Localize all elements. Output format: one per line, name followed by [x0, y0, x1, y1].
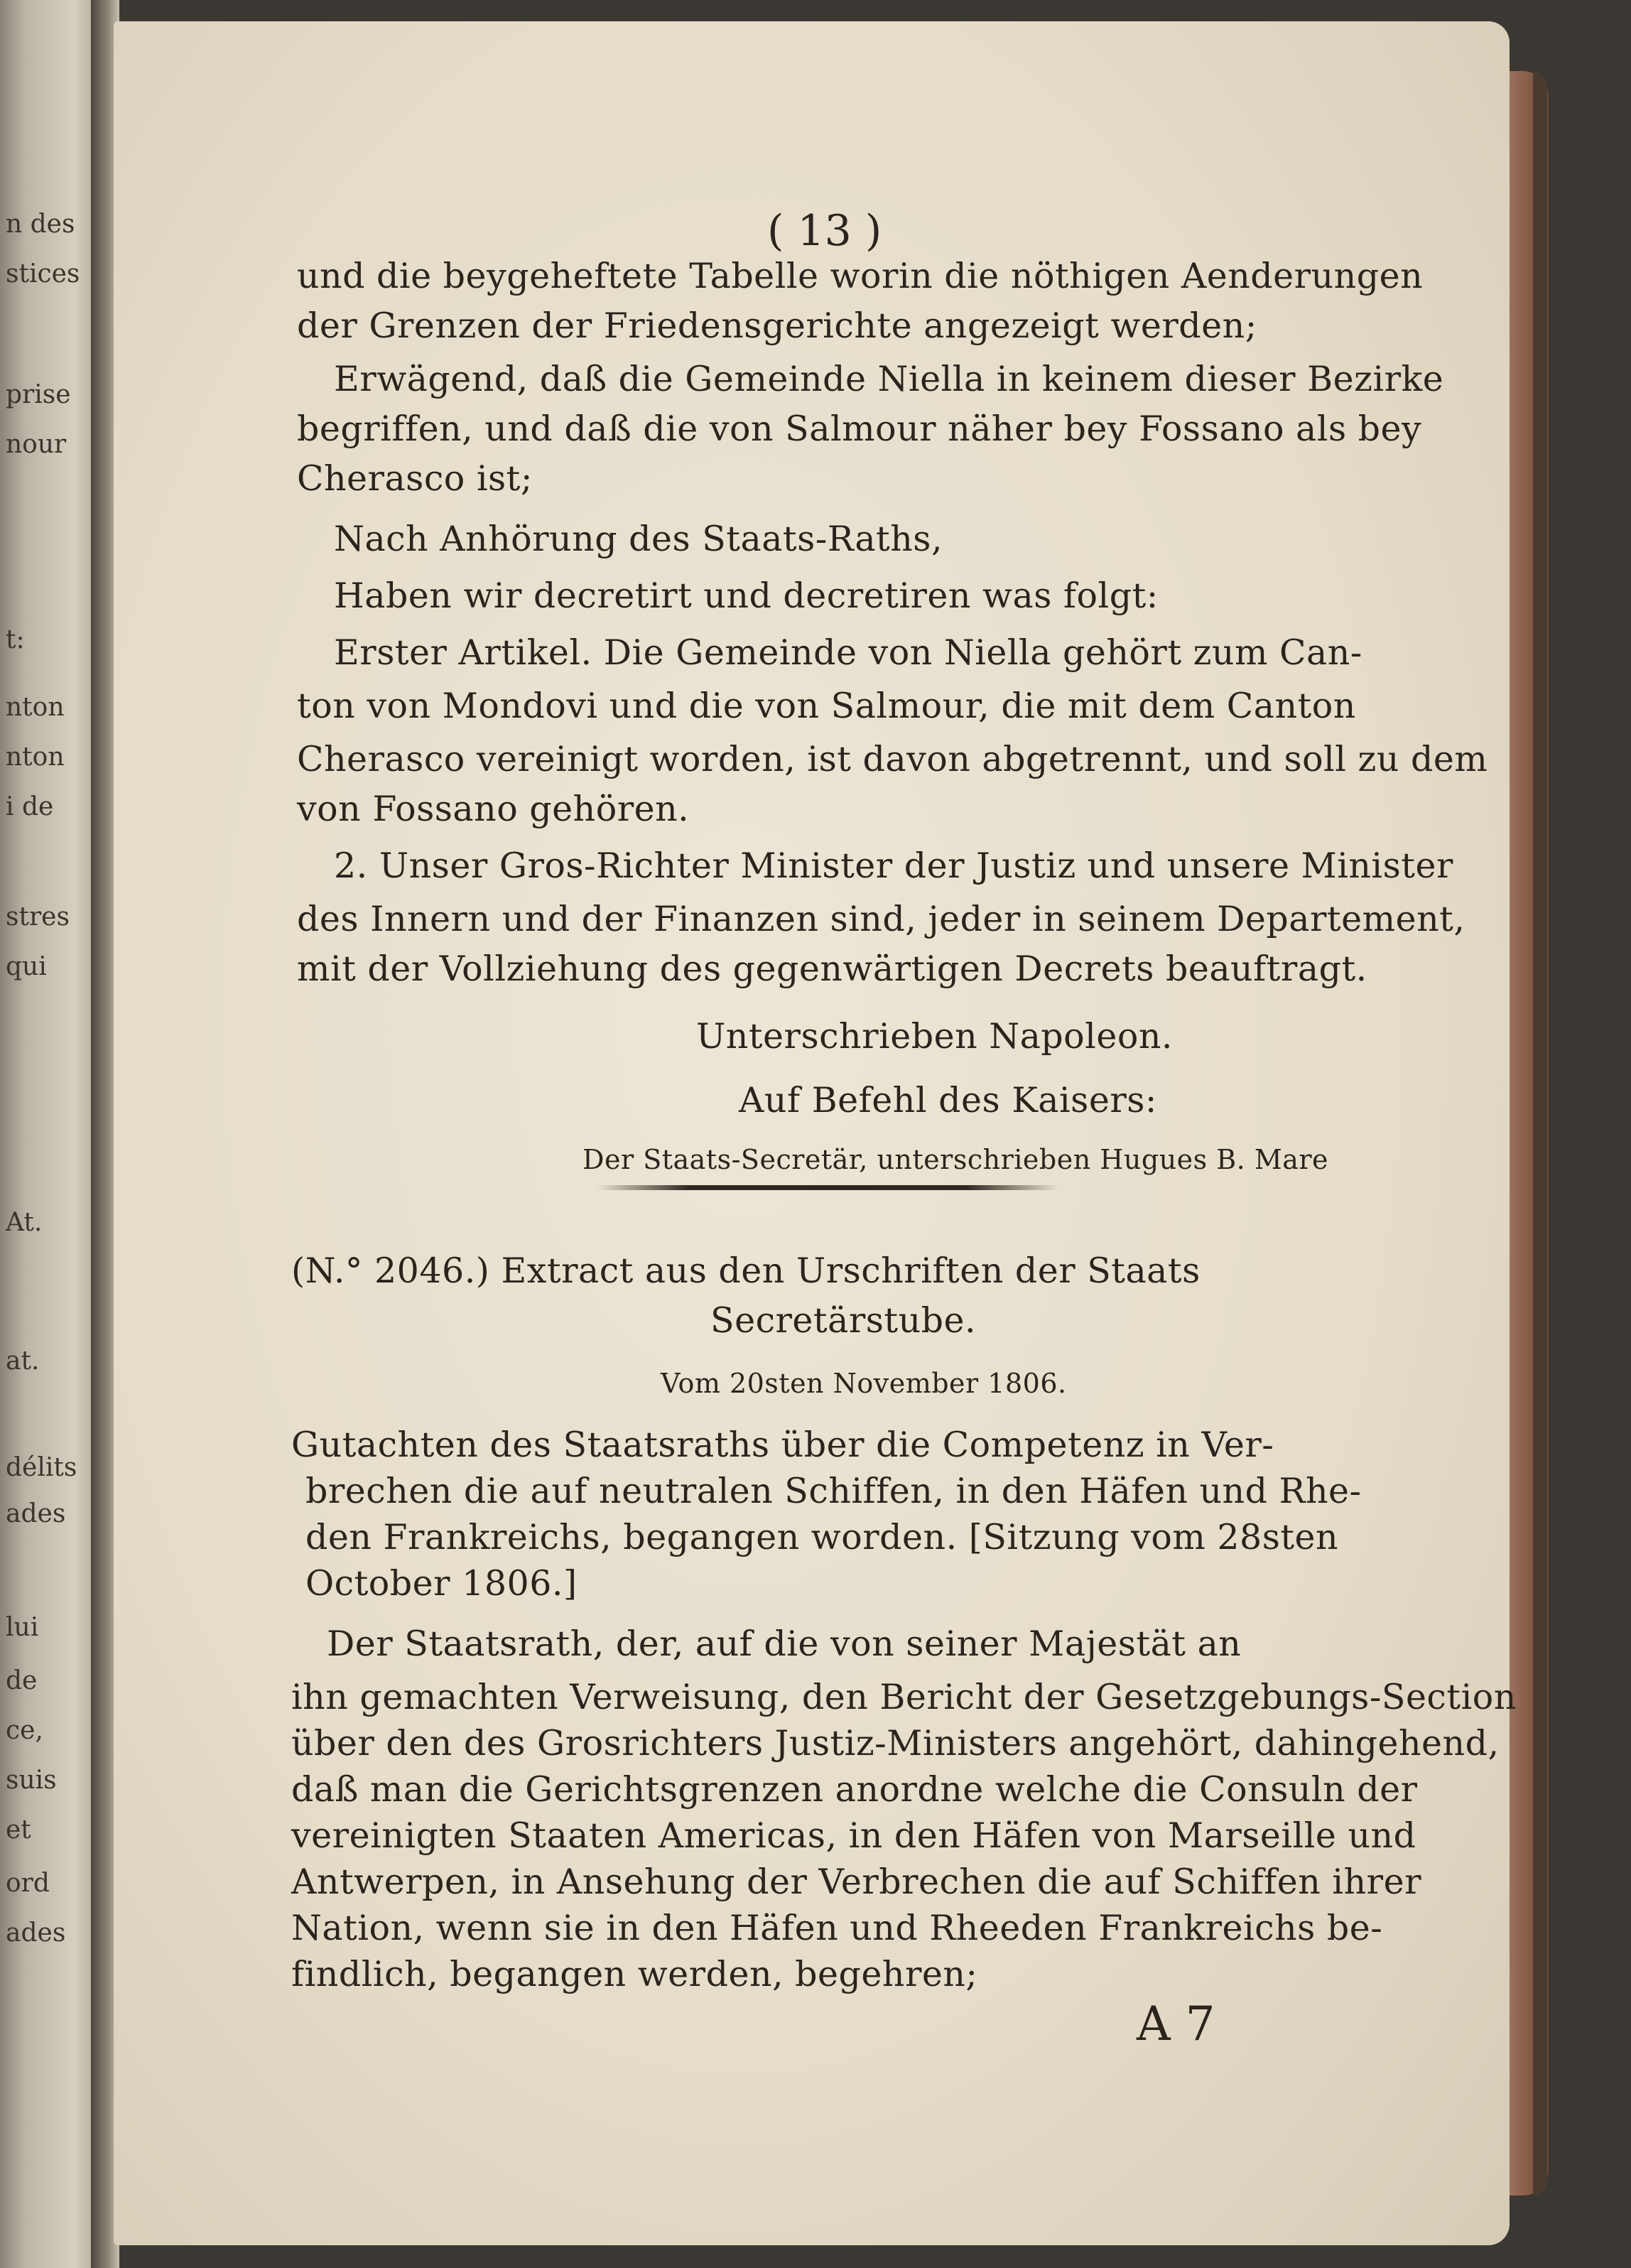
text-line: brechen die auf neutralen Schiffen, in den Häfen und Rhe-	[305, 1471, 1362, 1511]
facing-text: stices	[6, 259, 80, 288]
facing-text: at.	[6, 1346, 40, 1376]
text-line: des Innern und der Finanzen sind, jeder in seinem Departement,	[297, 899, 1465, 939]
text-line: Gutachten des Staatsraths über die Competenz in Ver-	[291, 1425, 1274, 1465]
section-heading: (N.° 2046.) Extract aus den Urschriften der Staats	[291, 1251, 1201, 1291]
text-line: Haben wir decretirt und decretiren was folgt:	[334, 576, 1159, 616]
secretary-line: Der Staats-Secretär, unterschrieben Hugues B. Mare	[582, 1144, 1329, 1175]
text-line: der Grenzen der Friedensgerichte angezeigt werden;	[297, 306, 1257, 346]
text-line: Cherasco ist;	[297, 458, 533, 499]
facing-text: délits	[6, 1453, 77, 1482]
text-line: findlich, begangen werden, begehren;	[291, 1954, 978, 1994]
text-line: Antwerpen, in Ansehung der Verbrechen die auf Schiffen ihrer	[291, 1862, 1421, 1902]
date-line: Vom 20sten November 1806.	[661, 1368, 1067, 1399]
text-line: vereinigten Staaten Americas, in den Häfen von Marseille und	[291, 1815, 1416, 1856]
text-line: daß man die Gerichtsgrenzen anordne welche die Consuln der	[291, 1769, 1418, 1810]
page-text	[114, 21, 1517, 2245]
text-line: ihn gemachten Verweisung, den Bericht der Gesetzgebungs-Section	[291, 1677, 1517, 1717]
text-line: von Fossano gehören.	[297, 789, 690, 829]
section-heading: Secretärstube.	[710, 1300, 977, 1341]
text-line: Nation, wenn sie in den Häfen und Rheeden Frankreichs be-	[291, 1908, 1383, 1948]
facing-text: ades	[6, 1918, 66, 1948]
facing-text: qui	[6, 952, 47, 981]
facing-text: ord	[6, 1869, 50, 1898]
text-line: Erwägend, daß die Gemeinde Niella in keinem dieser Bezirke	[334, 359, 1444, 399]
text-line: mit der Vollziehung des gegenwärtigen Decrets beauftragt.	[297, 949, 1367, 989]
facing-text: n des	[6, 210, 75, 239]
facing-text: suis	[6, 1766, 57, 1795]
facing-text: stres	[6, 902, 70, 932]
facing-text: t:	[6, 625, 25, 654]
facing-text: At.	[6, 1208, 43, 1237]
text-line: Erster Artikel. Die Gemeinde von Niella gehört zum Can-	[334, 632, 1362, 673]
facing-text: ce,	[6, 1716, 43, 1745]
text-line: und die beygeheftete Tabelle worin die nöthigen Aenderungen	[297, 256, 1424, 296]
text-line: den Frankreichs, begangen worden. [Sitzung vom 28sten	[305, 1517, 1339, 1557]
text-line: ton von Mondovi und die von Salmour, die mit dem Canton	[297, 686, 1356, 726]
facing-text: lui	[6, 1613, 39, 1642]
page-number: ( 13 )	[767, 206, 882, 256]
text-line: Nach Anhörung des Staats-Raths,	[334, 519, 943, 559]
facing-text: nton	[6, 693, 65, 722]
facing-text: nour	[6, 430, 67, 459]
book-page	[114, 21, 1517, 2245]
facing-text: ades	[6, 1499, 66, 1528]
text-line: begriffen, und daß die von Salmour näher bey Fossano als bey	[297, 409, 1422, 449]
text-line: über den des Grosrichters Justiz-Ministers angehört, dahingehend,	[291, 1723, 1500, 1764]
section-divider	[597, 1185, 1058, 1190]
facing-text: et	[6, 1815, 31, 1845]
facing-text: de	[6, 1666, 38, 1695]
text-line: October 1806.]	[305, 1563, 578, 1604]
signature-line: Unterschrieben Napoleon.	[696, 1016, 1173, 1057]
facing-text: i de	[6, 792, 54, 821]
text-line: Der Staatsrath, der, auf die von seiner Majestät an	[327, 1624, 1242, 1664]
facing-text: prise	[6, 380, 71, 409]
text-line: Cherasco vereinigt worden, ist davon abgetrennt, und soll zu dem	[297, 739, 1488, 779]
text-line: Auf Befehl des Kaisers:	[739, 1080, 1157, 1120]
facing-text: nton	[6, 742, 65, 772]
signature-mark: A 7	[1137, 1997, 1215, 2051]
text-line: 2. Unser Gros-Richter Minister der Justiz und unsere Minister	[334, 846, 1453, 886]
